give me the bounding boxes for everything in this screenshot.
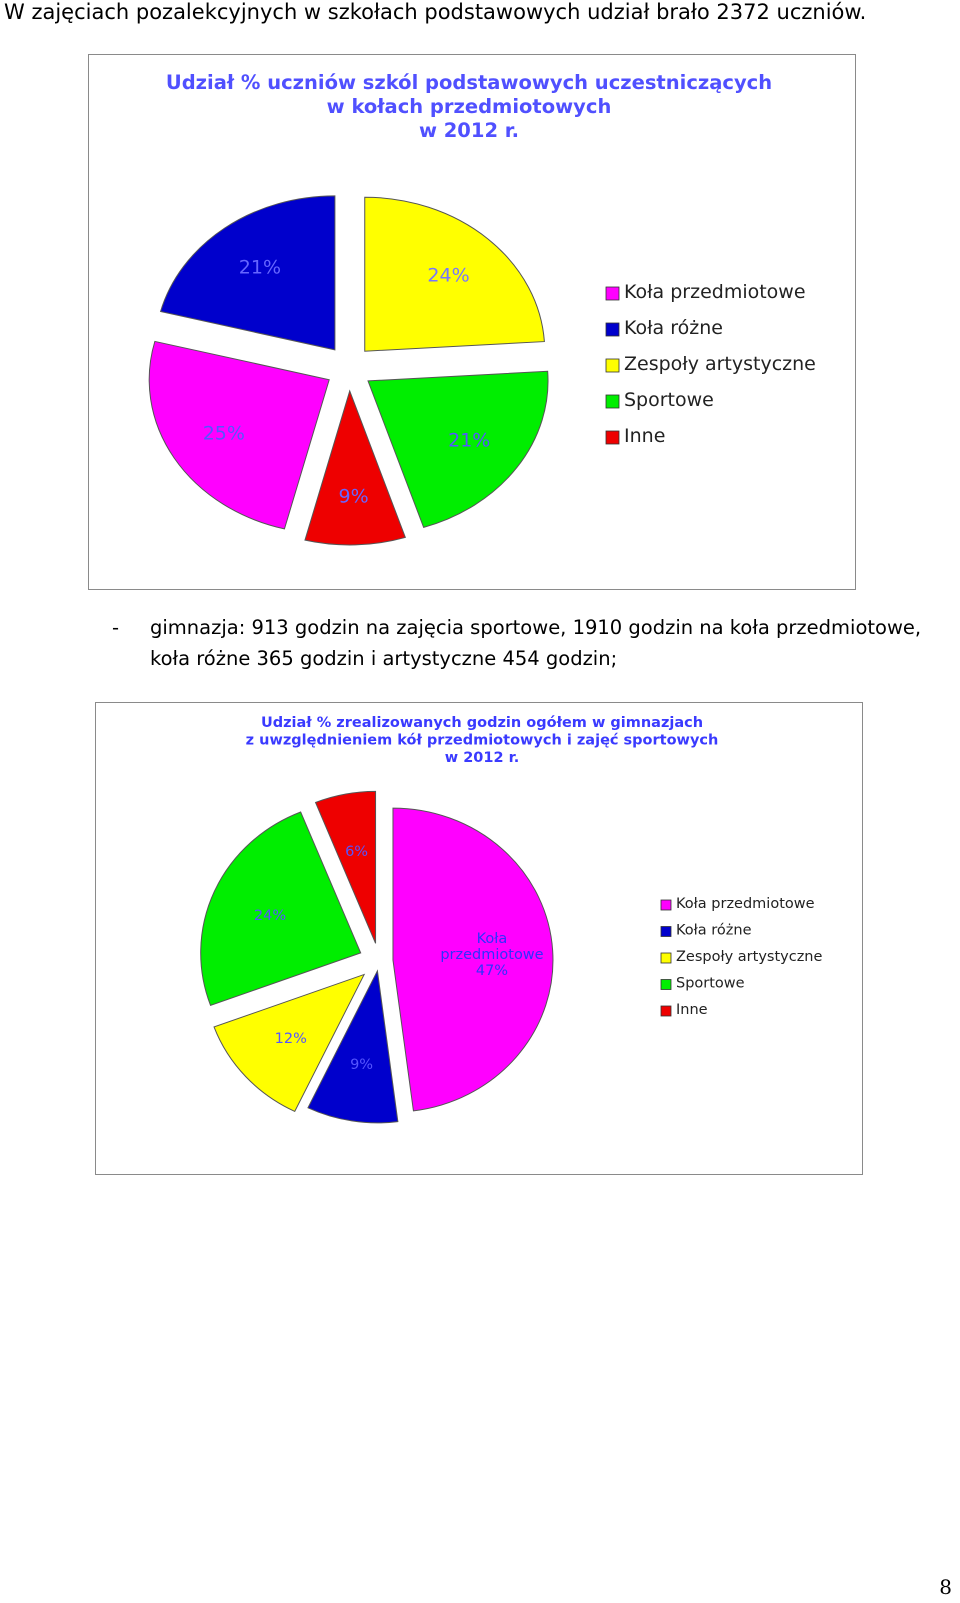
intro-text: W zajęciach pozalekcyjnych w szkołach podstawowych udział brało 2372 uczniów.	[4, 0, 867, 24]
pie-label-sportowe: 21%	[448, 429, 491, 452]
bullet-marker: -	[112, 616, 120, 639]
legend-swatch-kola-przedmiotowe	[661, 900, 671, 910]
pie-label-sportowe: 24%	[253, 907, 287, 924]
legend-label-zespoly-artystyczne: Zespoły artystyczne	[676, 949, 823, 965]
legend-swatch-zespoly-artystyczne	[606, 359, 619, 372]
bullet-line-1: gimnazja: 913 godzin na zajęcia sportowe, 1910 godzin na koła przedmiotowe,	[150, 616, 922, 639]
pie-label-inne: 6%	[345, 843, 369, 860]
chart-title-line: w kołach przedmiotowych	[326, 95, 612, 118]
pie-label-kola-przedmiotowe: Koła przedmiotowe 47%	[440, 931, 544, 980]
legend-swatch-inne	[661, 1006, 671, 1016]
legend-swatch-sportowe	[606, 395, 619, 408]
pie-chart-gimnazja-hours	[95, 702, 863, 1175]
chart-title-line: Udział % zrealizowanych godzin ogółem w gimnazjach	[260, 715, 704, 731]
legend-swatch-sportowe	[661, 980, 671, 990]
legend-swatch-kola-przedmiotowe	[606, 287, 619, 300]
pie-label-inne: 9%	[338, 485, 369, 508]
legend-label-inne: Inne	[624, 425, 666, 447]
bullet-line-2: koła różne 365 godzin i artystyczne 454 godzin;	[150, 647, 618, 670]
chart-title-line: w 2012 r.	[444, 750, 520, 766]
legend-label-kola-przedmiotowe: Koła przedmiotowe	[624, 281, 806, 303]
pie-label-kola-rozne: 21%	[238, 256, 282, 279]
pie-chart-primary-schools	[88, 54, 856, 590]
pie-chart-svg	[89, 55, 855, 589]
page-number: 8	[939, 1575, 952, 1599]
pie-label-zespoly-artystyczne: 12%	[274, 1030, 307, 1047]
chart-title-line: w 2012 r.	[418, 119, 520, 142]
pie-label-zespoly-artystyczne: 24%	[427, 264, 470, 287]
legend-swatch-inne	[606, 431, 619, 444]
pie-label-kola-rozne: 9%	[350, 1056, 374, 1073]
legend-swatch-kola-rozne	[606, 323, 619, 336]
legend-label-sportowe: Sportowe	[676, 975, 745, 992]
legend-label-sportowe: Sportowe	[624, 389, 714, 411]
legend-swatch-zespoly-artystyczne	[661, 953, 671, 963]
pie-chart-svg	[96, 703, 862, 1174]
legend-label-kola-rozne: Koła różne	[624, 317, 723, 339]
pie-label-kola-przedmiotowe: 25%	[202, 422, 245, 445]
legend-label-kola-przedmiotowe: Koła przedmiotowe	[676, 896, 815, 912]
chart-title-line: z uwzględnieniem kół przedmiotowych i zajęć sportowych	[245, 732, 719, 749]
legend-label-zespoly-artystyczne: Zespoły artystyczne	[624, 353, 816, 375]
legend-label-inne: Inne	[676, 1002, 708, 1018]
legend-swatch-kola-rozne	[661, 927, 671, 937]
chart-title-line: Udział % uczniów szkól podstawowych uczestniczących	[165, 71, 773, 94]
legend-label-kola-rozne: Koła różne	[676, 922, 752, 939]
